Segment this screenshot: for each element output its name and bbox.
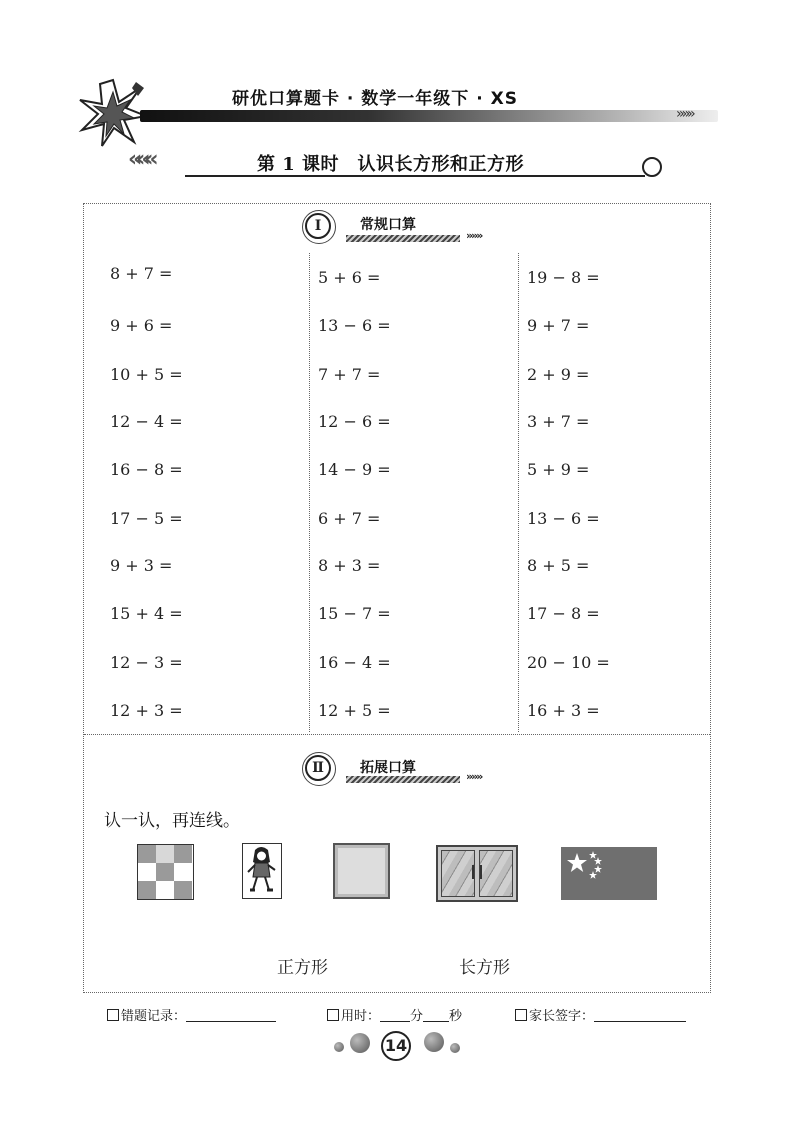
equation-item: 12 − 6 = [318, 412, 391, 431]
equation-item: 8 + 7 = [110, 264, 173, 283]
section-stripe [346, 235, 460, 242]
signature-blank[interactable] [594, 1009, 686, 1022]
circle-icon [642, 157, 662, 177]
equation-item: 19 − 8 = [527, 268, 600, 287]
page-number: 14 [381, 1031, 411, 1061]
lesson-title: 第 1 课时 认识长方形和正方形 [257, 154, 525, 175]
section-stripe [346, 776, 460, 783]
decorative-dot [350, 1033, 370, 1053]
minutes-label: 分 [410, 1009, 424, 1024]
equation-item: 17 − 8 = [527, 604, 600, 623]
equation-item: 17 − 5 = [110, 509, 183, 528]
decorative-dot [424, 1032, 444, 1052]
equation-item: 15 − 7 = [318, 604, 391, 623]
seconds-blank[interactable] [423, 1009, 449, 1022]
equation-item: 7 + 7 = [318, 365, 381, 384]
equation-item: 12 − 3 = [110, 653, 183, 672]
parent-signature-label: 家长签字： [529, 1009, 595, 1024]
equation-item: 14 − 9 = [318, 460, 391, 479]
door-leaf [441, 850, 475, 897]
section-label-2: 拓展口算 [360, 760, 416, 776]
equation-item: 9 + 7 = [527, 316, 590, 335]
decorative-dot [334, 1042, 344, 1052]
header-arrows-icon: »»» [676, 106, 693, 122]
checkerboard-grid-image [137, 844, 194, 900]
equation-item: 8 + 5 = [527, 556, 590, 575]
arrows-icon: »»» [466, 770, 482, 783]
section-label-1: 常规口算 [360, 217, 416, 233]
equation-item: 16 + 3 = [527, 701, 600, 720]
parent-signature-field[interactable] [515, 1005, 686, 1024]
equation-item: 10 + 5 = [110, 365, 183, 384]
equation-item: 15 + 4 = [110, 604, 183, 623]
equation-item: 5 + 6 = [318, 268, 381, 287]
star-burst-icon [78, 78, 148, 148]
header-gradient-bar [140, 110, 718, 122]
national-flag-image [561, 847, 657, 900]
chevrons-icon: ««« [128, 147, 153, 172]
door-leaf [479, 850, 513, 897]
time-used-field[interactable] [327, 1005, 462, 1024]
decorative-dot [450, 1043, 460, 1053]
equation-item: 13 − 6 = [527, 509, 600, 528]
equation-item: 3 + 7 = [527, 412, 590, 431]
equation-item: 6 + 7 = [318, 509, 381, 528]
section-badge-2: Ⅱ [305, 755, 331, 781]
checkbox-icon[interactable] [107, 1009, 119, 1021]
section-divider [84, 734, 710, 735]
door-handle [472, 865, 474, 879]
door-handle [480, 865, 482, 879]
error-record-field[interactable] [107, 1005, 276, 1024]
equation-item: 9 + 6 = [110, 316, 173, 335]
equation-item: 2 + 9 = [527, 365, 590, 384]
time-used-label: 用时： [341, 1009, 381, 1024]
column-divider [518, 253, 519, 732]
error-record-blank[interactable] [186, 1009, 276, 1022]
square-tile-image [333, 843, 390, 899]
checkbox-icon[interactable] [515, 1009, 527, 1021]
equation-item: 20 − 10 = [527, 653, 610, 672]
page-header-title: 研优口算题卡 · 数学一年级下 · XS [232, 89, 518, 109]
arrows-icon: »»» [466, 229, 482, 242]
girl-icon [243, 844, 280, 897]
equation-item: 12 − 4 = [110, 412, 183, 431]
minutes-blank[interactable] [380, 1009, 410, 1022]
equation-item: 12 + 3 = [110, 701, 183, 720]
column-divider [309, 253, 310, 732]
checkbox-icon[interactable] [327, 1009, 339, 1021]
error-record-label: 错题记录： [121, 1009, 187, 1024]
flag-stars-icon [561, 847, 657, 900]
label-rectangle: 长方形 [459, 958, 510, 978]
label-square: 正方形 [277, 958, 328, 978]
equation-item: 8 + 3 = [318, 556, 381, 575]
equation-item: 13 − 6 = [318, 316, 391, 335]
equation-item: 9 + 3 = [110, 556, 173, 575]
double-glass-door-image [436, 845, 518, 902]
seconds-label: 秒 [449, 1009, 463, 1024]
equation-item: 16 − 4 = [318, 653, 391, 672]
equation-item: 16 − 8 = [110, 460, 183, 479]
equation-item: 5 + 9 = [527, 460, 590, 479]
instruction-text: 认一认，再连线。 [104, 811, 240, 831]
equation-item: 12 + 5 = [318, 701, 391, 720]
girl-picture-card-image [242, 843, 282, 899]
section-badge-1: Ⅰ [305, 213, 331, 239]
